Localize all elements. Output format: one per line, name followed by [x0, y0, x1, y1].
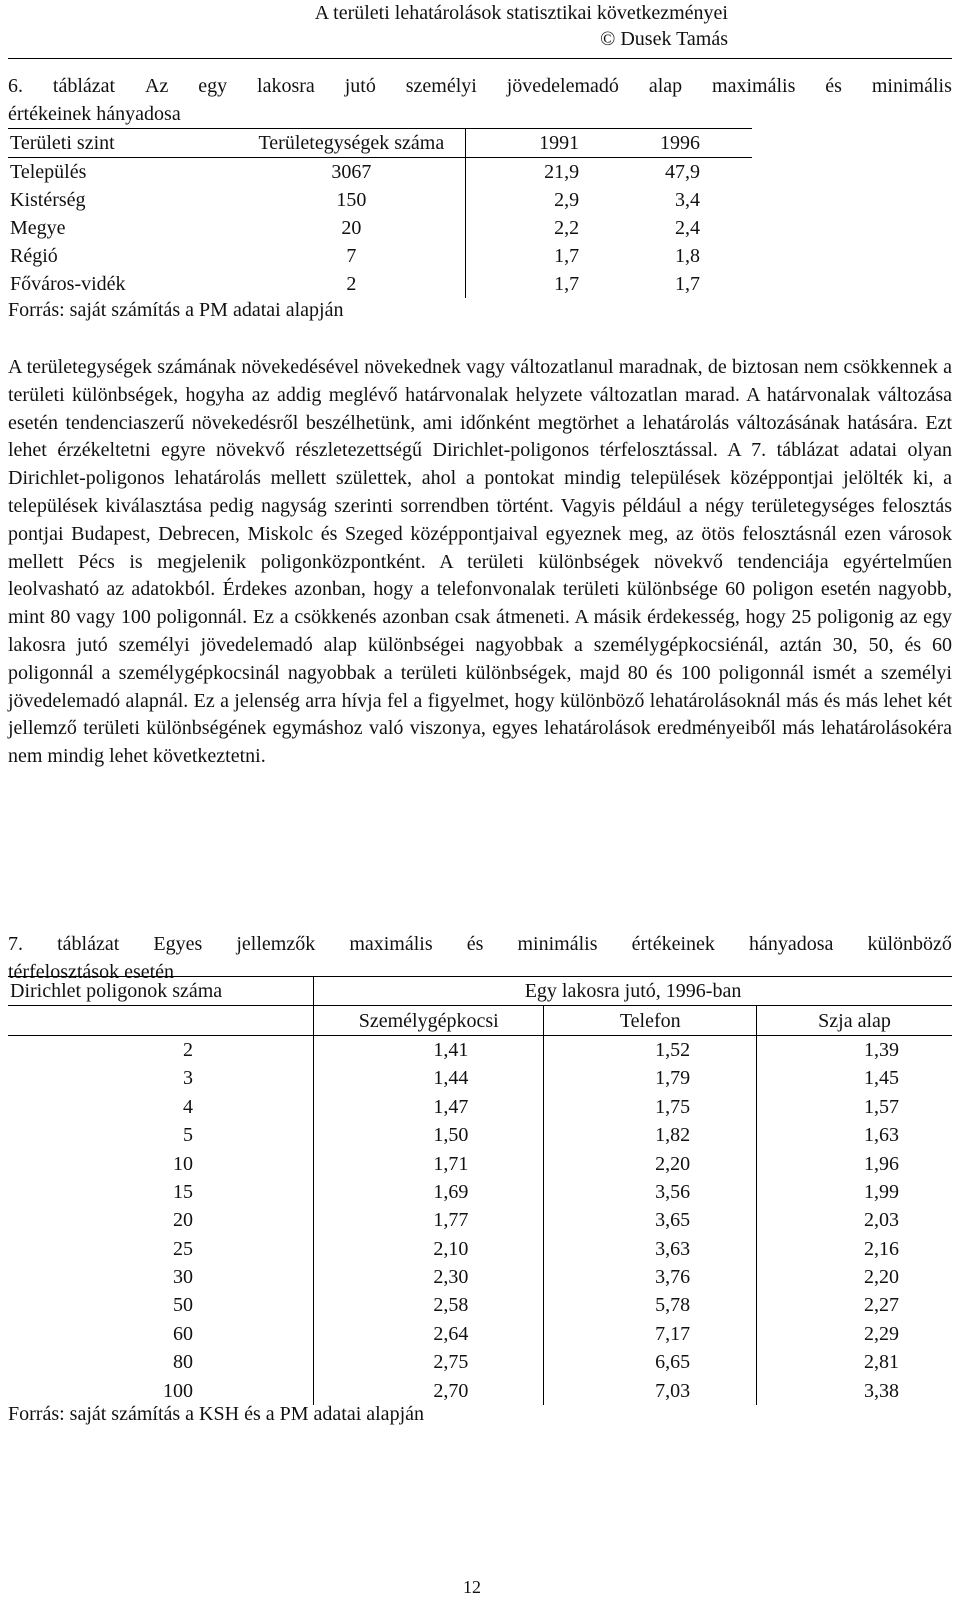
table7-subheader-cell: Szja alap [757, 1006, 952, 1035]
caption-word: egy [198, 75, 228, 97]
table7-cell: 3,56 [544, 1178, 757, 1206]
caption-word: minimális [871, 75, 952, 97]
table6-caption-line2: értékeinek hányadosa [8, 103, 181, 125]
table7-cell: 60 [8, 1320, 314, 1348]
table7-cell: 1,99 [864, 1180, 899, 1203]
table7-cell: 7,03 [544, 1376, 757, 1404]
table-row [8, 1121, 952, 1149]
table7-cell: 1,39 [864, 1038, 899, 1061]
table6-cell: 1,7 [554, 245, 580, 267]
table7-cell: 20 [8, 1206, 314, 1234]
table-row [8, 158, 752, 187]
table-row [8, 1348, 952, 1376]
table6-header-cell: 1991 [466, 129, 587, 158]
table7-cell: 1,79 [544, 1064, 757, 1092]
caption-word: Egyes [153, 933, 203, 955]
table7-cell: 5 [8, 1121, 314, 1149]
table7-subheader-row [8, 1006, 952, 1035]
table7-cell: 1,77 [314, 1206, 544, 1234]
table7-caption-line2: térfelosztások esetén [8, 961, 175, 983]
table7-cell: 3 [8, 1064, 314, 1092]
table7-cell: 1,69 [314, 1178, 544, 1206]
table7-header-cell: Dirichlet poligonok száma [8, 977, 314, 1006]
table7-cell: 2,58 [314, 1291, 544, 1319]
caption-word: jövedelemadó [506, 75, 619, 97]
table6-cell: Régió [10, 245, 58, 267]
caption-word: táblázat [52, 75, 116, 97]
table7-cell: 50 [8, 1291, 314, 1319]
caption-word: alap [648, 75, 683, 97]
table6-header-cell: Területegységek száma [199, 129, 466, 158]
table6-cell: 1,7 [554, 273, 580, 295]
table6-caption-line1 [8, 72, 952, 100]
table7-cell: 2,20 [864, 1266, 899, 1289]
table7-cell: 1,63 [864, 1124, 899, 1147]
page-number: 12 [463, 1577, 481, 1597]
table6-cell: 150 [199, 186, 466, 214]
table6-cell: 2,2 [554, 217, 580, 239]
caption-word: maximális [349, 933, 433, 955]
table-row [8, 1320, 952, 1348]
table-row [8, 186, 752, 214]
table7-cell: 1,47 [314, 1093, 544, 1121]
table-row [8, 1149, 952, 1177]
table6-cell: 21,9 [544, 161, 580, 183]
table6-header-cell: Területi szint [8, 129, 199, 158]
table6 [8, 128, 752, 298]
table7-cell: 1,82 [544, 1121, 757, 1149]
caption-word: értékeinek [631, 933, 715, 955]
table-row [8, 1178, 952, 1206]
table7-cell: 30 [8, 1263, 314, 1291]
table7-cell: 2,16 [864, 1237, 899, 1260]
table7-cell: 3,76 [544, 1263, 757, 1291]
table-row [8, 270, 752, 298]
table6-cell: 1,7 [675, 273, 700, 295]
table7-cell: 1,44 [314, 1064, 544, 1092]
table7-subheader-cell: Személygépkocsi [314, 1006, 544, 1035]
table7-cell: 2,03 [864, 1209, 899, 1232]
table-row [8, 1291, 952, 1319]
caption-word: jellemzők [236, 933, 316, 955]
caption-word: minimális [517, 933, 598, 955]
table7-cell: 1,50 [314, 1121, 544, 1149]
table7-cell: 2 [8, 1035, 314, 1064]
table7-cell: 1,96 [864, 1152, 899, 1175]
table7-cell: 3,65 [544, 1206, 757, 1234]
caption-word: személyi [405, 75, 477, 97]
table7-cell: 2,10 [314, 1235, 544, 1263]
table7-cell: 1,75 [544, 1093, 757, 1121]
table7-cell: 3,38 [864, 1379, 899, 1402]
table7-cell: 1,45 [864, 1067, 899, 1090]
table7-cell: 7,17 [544, 1320, 757, 1348]
table7 [8, 976, 952, 1405]
caption-word: és [825, 75, 842, 97]
table7-subheader-cell: Telefon [544, 1006, 757, 1035]
table7-cell: 1,52 [544, 1035, 757, 1064]
table6-cell: 3067 [199, 158, 466, 187]
table7-cell: 10 [8, 1149, 314, 1177]
caption-word: lakosra [257, 75, 315, 97]
table6-cell: Település [10, 161, 87, 183]
table7-empty-cell [8, 1006, 314, 1035]
table-row [8, 1064, 952, 1092]
table7-cell: 2,20 [544, 1149, 757, 1177]
table7-cell: 15 [8, 1178, 314, 1206]
table7-group-header: Egy lakosra jutó, 1996-ban [314, 977, 952, 1006]
table7-cell: 2,30 [314, 1263, 544, 1291]
table7-header-row [8, 977, 952, 1006]
table6-cell: 7 [199, 242, 466, 270]
table6-cell: 2 [199, 270, 466, 298]
table7-cell: 2,29 [864, 1322, 899, 1345]
running-header-title: A területi lehatárolások statisztikai következményei [314, 2, 728, 24]
table-row [8, 242, 752, 270]
table6-cell: Megye [10, 217, 66, 239]
table7-cell: 2,27 [864, 1294, 899, 1317]
table7-cell: 2,75 [314, 1348, 544, 1376]
body-paragraph: A területegységek számának növekedésével növekednek vagy változatlanul maradnak, de biztosan nem csökkennek a területi különbségek, hogyha az addig meglévő határvonalak helyzete változatlan marad. A határvonalak változása esetén tendenciaszerű növekedésről beszélhetünk, ami időnként megtörhet a lehatárolás változásának hatására. Ezt lehet érzékeltetni egyre növekvő részletezettségű Dirichlet-poligonos térfelosztással. A 7. táblázat adatai olyan Dirichlet-poligonos lehatárolás mellett születtek, ahol a pontokat mindig települések középpontjai jelölték ki, a települések kiválasztása pedig nagyság szerinti sorrendben történt. Vagyis például a négy területegységes felosztás pontjai Budapest, Debrecen, Miskolc és Szeged középpontjaival egyeznek meg, az ötös felosztásnál ezen városok mellett Pécs is megjelenik poligonközpontként. A területi különbségek növekvő tendenciája egyértelműen leolvasható az adatokból. Érdekes azonban, hogy a telefonvonalak területi különbsége 60 poligon esetén nagyobb, mint 80 vagy 100 poligonnál. Ez a csökkenés azonban csak átmeneti. A másik érdekesség, hogy 25 poligonig az egy lakosra jutó személyi jövedelemadó alap különbségei nagyobbak a személygépkocsiénál, aztán 30, 50, és 60 poligonnál a személygépkocsinál nagyobbak a területi különbségek, majd 80 és 100 poligonnál ismét a személyi jövedelemadó alapnál. Ez a jelenség arra hívja fel a figyelmet, hogy különböző lehatárolásoknál más és más lehet két jellemző területi különbségének egymáshoz való viszonya, egyes lehatárolások eredményeiből más lehatárolásokéra nem mindig lehet következtetni. [8, 356, 952, 768]
table7-cell: 1,71 [314, 1149, 544, 1177]
running-header-author: © Dusek Tamás [600, 28, 728, 50]
table6-header-cell: 1996 [587, 129, 752, 158]
table-row [8, 1263, 952, 1291]
caption-word: maximális [712, 75, 796, 97]
caption-word: Az [145, 75, 169, 97]
table6-source-note: Forrás: saját számítás a PM adatai alapján [8, 299, 344, 321]
header-divider [8, 58, 952, 59]
table7-cell: 2,81 [864, 1351, 899, 1374]
table6-cell: 1,8 [675, 245, 700, 267]
caption-word: hányadosa [748, 933, 834, 955]
table6-cell: 2,4 [675, 217, 700, 239]
table-row [8, 1035, 952, 1064]
table7-cell: 100 [8, 1376, 314, 1404]
table7-cell: 25 [8, 1235, 314, 1263]
table7-caption-line1 [8, 930, 952, 958]
table7-cell: 1,57 [864, 1095, 899, 1118]
table7-cell: 2,64 [314, 1320, 544, 1348]
caption-word: és [466, 933, 484, 955]
table6-header-row [8, 129, 752, 158]
table-row [8, 214, 752, 242]
table6-cell: 2,9 [554, 189, 580, 211]
table-row [8, 1235, 952, 1263]
table7-cell: 4 [8, 1093, 314, 1121]
table-row [8, 1093, 952, 1121]
caption-word: különböző [867, 933, 952, 955]
caption-word: jutó [344, 75, 376, 97]
caption-word: 7. [8, 933, 23, 955]
table6-cell: 20 [199, 214, 466, 242]
table-row [8, 1206, 952, 1234]
table7-cell: 2,70 [314, 1376, 544, 1404]
table6-cell: 47,9 [665, 161, 700, 183]
table7-cell: 3,63 [544, 1235, 757, 1263]
table7-cell: 6,65 [544, 1348, 757, 1376]
caption-word: táblázat [57, 933, 120, 955]
table6-cell: 3,4 [675, 189, 700, 211]
table7-source-note: Forrás: saját számítás a KSH és a PM adatai alapján [8, 1403, 424, 1425]
table6-cell: Kistérség [10, 189, 86, 211]
table7-cell: 80 [8, 1348, 314, 1376]
table6-cell: Főváros-vidék [10, 273, 126, 295]
table7-cell: 1,41 [314, 1035, 544, 1064]
table6-caption [8, 72, 952, 128]
table7-cell: 5,78 [544, 1291, 757, 1319]
caption-word: 6. [8, 75, 23, 97]
